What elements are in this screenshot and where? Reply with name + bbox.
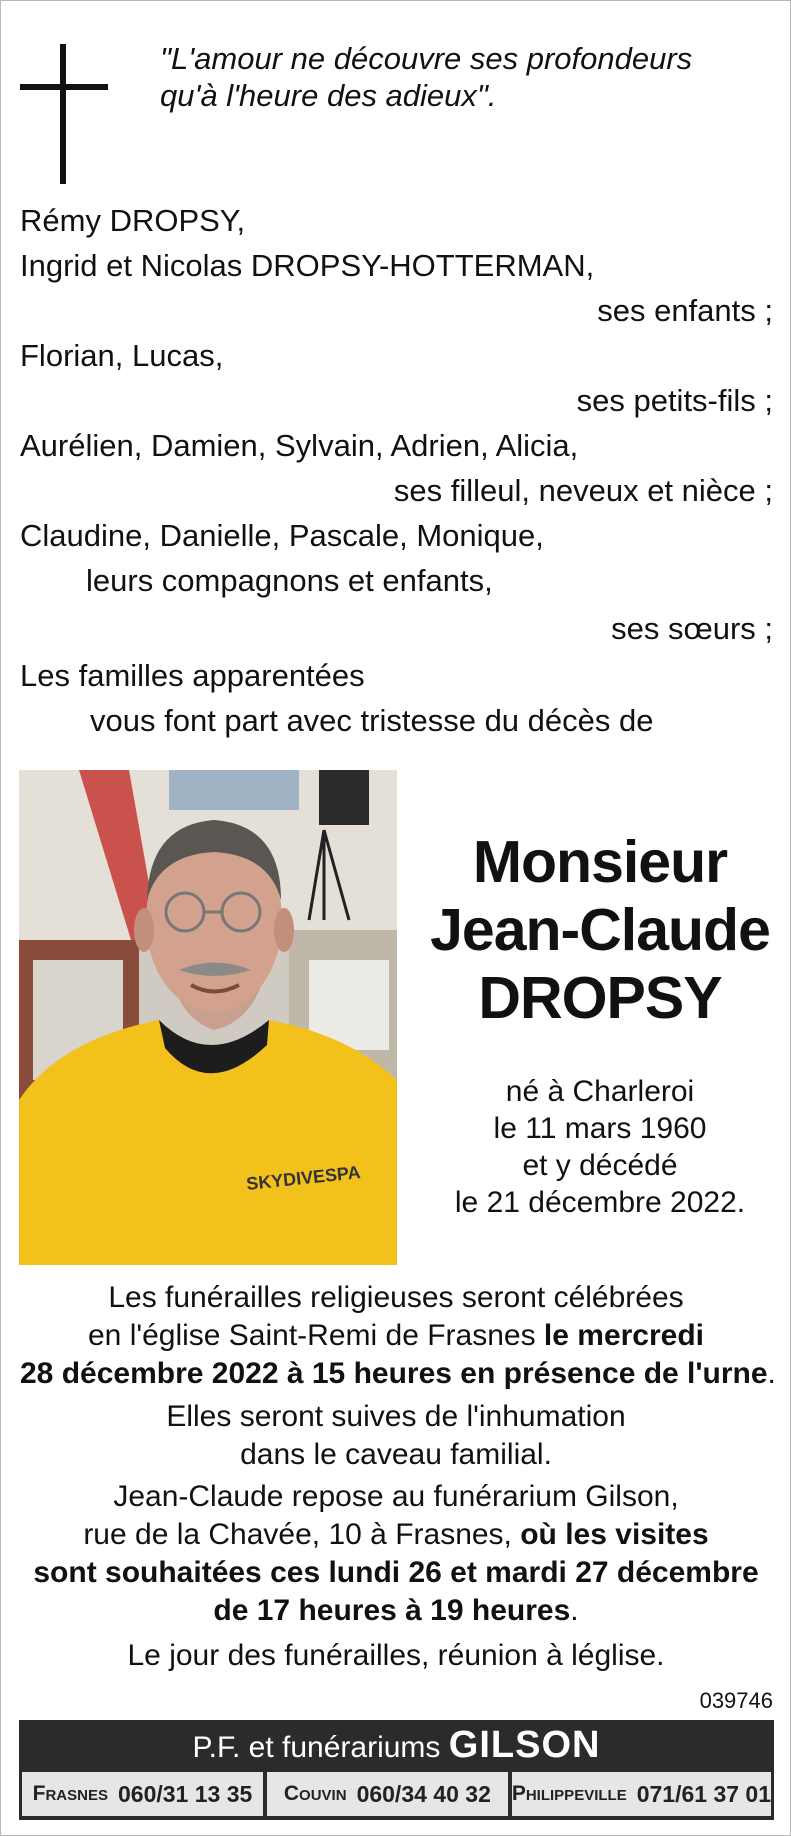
family-line-companions: leurs compagnons et enfants, [86, 563, 493, 598]
location-couvin [267, 1772, 508, 1816]
epigraph-quote [160, 40, 760, 114]
location-town: Philippeville [511, 1782, 627, 1805]
burial-paragraph [20, 1398, 772, 1474]
family-line-godchildren: Aurélien, Damien, Sylvain, Adrien, Alicia, [20, 428, 579, 463]
family-relation-grandsons: ses petits-fils ; [576, 383, 773, 418]
reference-number: 039746 [699, 1688, 773, 1713]
visitation-line-1: Jean-Claude repose au funérarium Gilson, [113, 1480, 679, 1513]
burial-line-2: dans le caveau familial. [240, 1438, 552, 1471]
footer-brand: GILSON [448, 1724, 601, 1766]
location-frasnes [22, 1772, 263, 1816]
deceased-last-name: DROPSY [478, 965, 722, 1031]
deceased-first-name: Jean-Claude [430, 897, 770, 963]
portrait-illustration [19, 770, 397, 1265]
footer-locations [22, 1772, 771, 1816]
family-line-1: Rémy DROPSY, [20, 203, 246, 238]
portrait-photo [19, 770, 397, 1265]
funeral-line-2-text: en l'église Saint-Remi de Frasnes [87, 1319, 544, 1352]
announcement-line: vous font part avec tristesse du décès de [90, 703, 654, 738]
location-town: Couvin [283, 1782, 347, 1805]
funeral-day: le mercredi [543, 1319, 705, 1352]
quote-line-1: "L'amour ne découvre ses profondeurs [160, 41, 693, 76]
cross-icon-bar [20, 84, 108, 90]
visitation-line-4-end: . [570, 1594, 579, 1627]
visitation-line-4 [20, 1592, 772, 1630]
location-philippeville [512, 1772, 771, 1816]
funeral-home-footer [19, 1720, 774, 1820]
visitation-line-3 [20, 1554, 772, 1592]
location-phone: 071/61 37 01 [636, 1780, 771, 1807]
funeral-paragraph [20, 1279, 776, 1393]
visitation-paragraph [20, 1478, 772, 1630]
family-line-grandsons: Florian, Lucas, [20, 338, 224, 373]
visitation-intro: où les visites [520, 1518, 709, 1551]
family-relation-godchildren: ses filleul, neveux et nièce ; [393, 473, 773, 508]
family-line-sisters: Claudine, Danielle, Pascale, Monique, [20, 518, 544, 553]
visitation-line-2 [20, 1516, 772, 1554]
location-phone: 060/34 40 32 [356, 1780, 491, 1807]
cross-icon [60, 44, 66, 184]
shirt-text: SKYDIVESPA [245, 1162, 362, 1194]
deceased-title: Monsieur [472, 829, 728, 895]
footer-brand-line [19, 1720, 774, 1770]
visitation-address: rue de la Chavée, 10 à Frasnes, [83, 1518, 521, 1551]
footer-prefix: P.F. et funérariums [192, 1731, 449, 1764]
gathering-line: Le jour des funérailles, réunion à léglise. [127, 1639, 665, 1672]
funeral-date-time: 28 décembre 2022 à 15 heures en présence de l'urne [20, 1357, 768, 1390]
location-town: Frasnes [32, 1782, 108, 1805]
family-relation-sisters: ses sœurs ; [611, 611, 773, 646]
funeral-line-3-end: . [767, 1357, 776, 1390]
birth-place: né à Charleroi [505, 1075, 695, 1108]
location-phone: 060/31 13 35 [117, 1780, 253, 1807]
death-place: et y décédé [522, 1149, 678, 1182]
quote-line-2: qu'à l'heure des adieux". [160, 78, 497, 113]
family-relation-children: ses enfants ; [597, 293, 773, 328]
funeral-line-1: Les funérailles religieuses seront célébrées [108, 1281, 684, 1314]
family-line-relatives: Les familles apparentées [20, 658, 365, 693]
visitation-hours: de 17 heures à 19 heures [213, 1594, 571, 1627]
burial-line-1: Elles seront suives de l'inhumation [166, 1400, 626, 1433]
visitation-days: sont souhaitées ces lundi 26 et mardi 27 décembre [33, 1556, 759, 1589]
funeral-line-2 [20, 1317, 772, 1355]
funeral-line-3 [20, 1355, 776, 1393]
birth-date: le 11 mars 1960 [493, 1112, 707, 1145]
family-line-2: Ingrid et Nicolas DROPSY-HOTTERMAN, [20, 248, 595, 283]
death-date: le 21 décembre 2022. [454, 1186, 746, 1219]
